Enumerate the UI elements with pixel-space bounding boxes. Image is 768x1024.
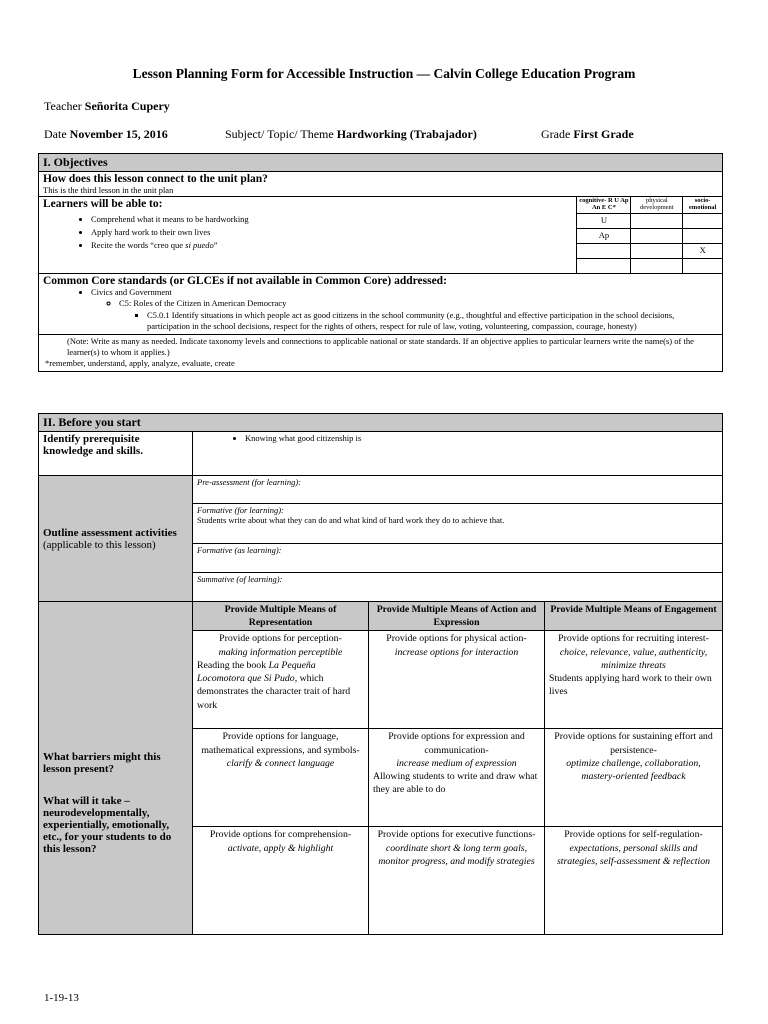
- subject-value: Hardworking (Trabajador): [336, 127, 477, 141]
- date-label-group: [44, 127, 168, 142]
- grade-value: First Grade: [573, 127, 634, 141]
- before-table: [38, 413, 723, 935]
- socio-cell-empty: [683, 258, 723, 273]
- udl-note-text-end: , which demonstrates the character trait of hard work: [197, 673, 351, 711]
- socio-cell: [683, 228, 723, 243]
- phys-cell: [631, 228, 683, 243]
- learners-cell: [39, 197, 577, 274]
- assess-label-cell: [39, 476, 193, 602]
- udl-cell-note: Allowing students to write and draw what they are able to do: [373, 771, 538, 796]
- udl-cell: [545, 827, 723, 935]
- udl-cell-italic: increase medium of expression: [396, 757, 517, 769]
- note-text: (Note: Write as many as needed. Indicate taxonomy levels and connections to applicable national or state standards. If an objective applies to particular learners write the name(s) of the learner(s) to whom it applies.): [67, 335, 694, 357]
- objective-text-end: ”: [213, 239, 218, 250]
- udl-cell-heading: Provide options for comprehension-: [209, 829, 352, 841]
- note-cell: [39, 334, 723, 371]
- objective-item: • Comprehend what it means to be hardworking: [91, 213, 572, 226]
- formative-for-cell: [193, 504, 723, 544]
- objectives-header: I. Objectives: [39, 154, 723, 172]
- form-title: Lesson Planning Form for Accessible Instruction — Calvin College Education Program: [132, 66, 636, 81]
- taxonomy-note: *remember, understand, apply, analyze, evaluate, create: [45, 358, 235, 369]
- teacher-line: [44, 99, 170, 114]
- before-header: II. Before you start: [39, 414, 723, 432]
- standards-question: Common Core standards (or GLCEs if not available in Common Core) addressed:: [43, 274, 447, 287]
- standard-item: [119, 298, 718, 332]
- col-header-physical: physical development: [631, 197, 683, 214]
- standard-item: ▪ C5.0.1 Identify situations in which people act as good citizens in the school community (e.g., thoughtful and effective participation in the school decisions, participation in the school decisions, respect for the rights of others, respect for rule of law, voting, volunteering, compassion, courage, honesty): [147, 310, 718, 333]
- udl-cell-heading: Provide options for recruiting interest-: [558, 633, 709, 645]
- teacher-label: Teacher: [44, 99, 82, 113]
- formative-for-label: Formative (for learning):: [197, 505, 284, 515]
- udl-cell-note: [197, 659, 364, 712]
- udl-header-engagement: Provide Multiple Means of Engagement: [545, 602, 723, 631]
- udl-cell-italic: making information perceptible: [218, 646, 343, 658]
- teacher-value: Señorita Cupery: [84, 99, 170, 113]
- objective-text: Recite the words “creo que: [91, 239, 186, 250]
- udl-header-representation: Provide Multiple Means of Representation: [193, 602, 369, 631]
- cog-cell-empty: [577, 258, 631, 273]
- subject-group: [225, 127, 477, 142]
- udl-cell: [545, 729, 723, 827]
- udl-cell: [369, 729, 545, 827]
- udl-cell-heading: Provide options for expression and communication-: [388, 731, 525, 756]
- formative-as: Formative (as learning):: [193, 544, 723, 573]
- udl-cell: [369, 631, 545, 729]
- udl-cell-heading: Provide options for self-regulation-: [564, 829, 703, 841]
- phys-cell: [631, 243, 683, 258]
- summative: Summative (of learning):: [193, 573, 723, 602]
- udl-book-title: La Pequeña Locomotora que Si Pudo: [197, 659, 316, 685]
- udl-cell-italic: choice, relevance, value, authenticity, minimize threats: [559, 646, 708, 671]
- objective-item: [91, 239, 572, 252]
- udl-cell-heading: Provide options for sustaining effort and persistence-: [554, 731, 713, 756]
- udl-cell: [193, 729, 369, 827]
- udl-cell: [545, 631, 723, 729]
- connect-answer: This is the third lesson in the unit plan: [43, 185, 174, 195]
- udl-cell-heading: Provide options for executive functions-: [377, 829, 536, 841]
- assess-label: Outline assessment activities: [43, 526, 177, 539]
- udl-header-action: Provide Multiple Means of Action and Expression: [369, 602, 545, 631]
- connect-question: How does this lesson connect to the unit plan?: [43, 173, 268, 185]
- udl-note-text: Reading the book: [197, 659, 269, 671]
- date-label: Date: [44, 127, 67, 141]
- socio-cell: X: [683, 243, 723, 258]
- phys-cell-empty: [631, 258, 683, 273]
- footer-date: 1-19-13: [44, 992, 79, 1004]
- cog-cell: [577, 243, 631, 258]
- standards-list: [43, 287, 718, 333]
- udl-cell-italic: coordinate short & long term goals, monitor progress, and modify strategies: [378, 842, 535, 867]
- standard-text: C5: Roles of the Citizen in American Democracy: [119, 298, 287, 309]
- barriers-q1: What barriers might this lesson present?: [43, 751, 161, 776]
- prereq-list: [197, 433, 718, 443]
- udl-cell: [193, 827, 369, 935]
- prereq-cell: [193, 432, 723, 476]
- udl-cell: [193, 631, 369, 729]
- assess-sublabel: (applicable to this lesson): [43, 538, 156, 551]
- udl-cell-heading: Provide options for physical action-: [386, 633, 527, 645]
- udl-cell-italic: clarify & connect language: [226, 757, 335, 769]
- standards-sublist: [91, 298, 718, 332]
- udl-cell-note: Students applying hard work to their own lives: [549, 673, 712, 698]
- barriers-label-cell: [39, 602, 193, 935]
- connect-cell: [39, 172, 723, 197]
- objective-italic-text: si puedo: [185, 239, 214, 250]
- standards-cell: [39, 273, 723, 334]
- udl-cell-italic: optimize challenge, collaboration, mastery-oriented feedback: [566, 757, 701, 783]
- udl-cell-heading: Provide options for perception-: [219, 633, 342, 645]
- grade-group: [541, 127, 634, 142]
- udl-cell: [369, 827, 545, 935]
- pre-assessment: Pre-assessment (for learning):: [193, 476, 723, 504]
- learners-question: Learners will be able to:: [43, 198, 163, 210]
- objectives-table: [38, 153, 723, 372]
- grade-label: Grade: [541, 127, 571, 141]
- barriers-q2: What will it take – neurodevelopmentally, experientially, emotionally, etc., for your students to do this lesson?: [43, 795, 172, 856]
- cog-cell: Ap: [577, 228, 631, 243]
- standard-item: [91, 287, 718, 333]
- udl-cell-italic: increase options for interaction: [394, 646, 519, 658]
- standard-text: Civics and Government: [91, 286, 172, 297]
- learner-objectives-list: [43, 213, 572, 251]
- formative-for-text: Students write about what they can do and what kind of hard work they do to achieve that.: [197, 515, 505, 525]
- udl-cell-italic: activate, apply & highlight: [227, 842, 334, 854]
- prereq-item: • Knowing what good citizenship is: [245, 433, 718, 443]
- udl-cell-italic: expectations, personal skills and strategies, self-assessment & reflection: [556, 842, 711, 867]
- col-header-cognitive: cognitive- R U Ap An E C*: [577, 197, 631, 214]
- cog-cell: U: [577, 213, 631, 228]
- udl-cell-heading: Provide options for language, mathematical expressions, and symbols-: [201, 731, 360, 756]
- prereq-label: Identify prerequisite knowledge and skills.: [39, 432, 193, 476]
- subject-label: Subject/ Topic/ Theme: [225, 127, 334, 141]
- phys-cell: [631, 213, 683, 228]
- objective-item: • Apply hard work to their own lives: [91, 226, 572, 239]
- standards-subsublist: [119, 310, 718, 333]
- date-value: November 15, 2016: [69, 127, 168, 141]
- col-header-socio: socio- emotional: [683, 197, 723, 214]
- socio-cell: [683, 213, 723, 228]
